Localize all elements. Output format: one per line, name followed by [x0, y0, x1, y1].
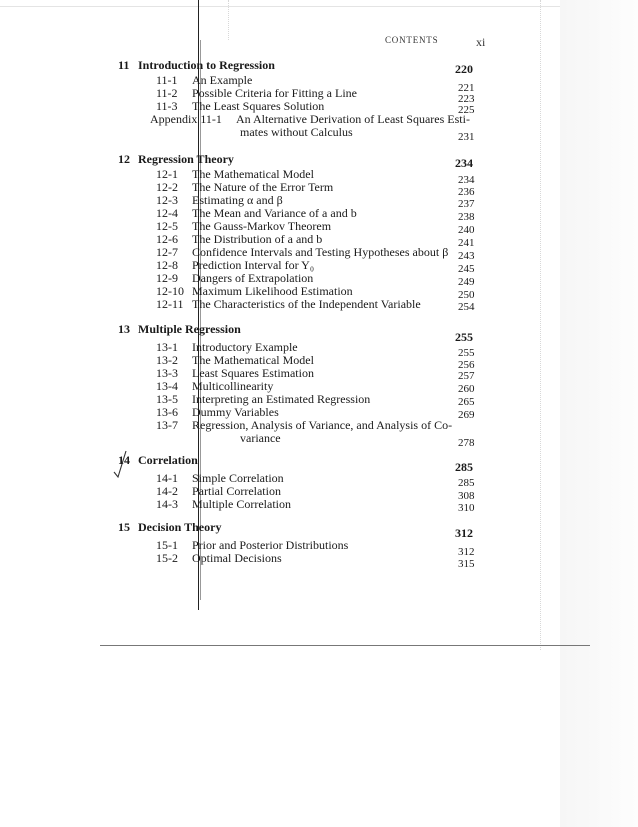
toc-entry	[156, 99, 324, 113]
section-title-continued: variance	[240, 431, 281, 445]
chapter-heading	[118, 152, 234, 167]
toc-entry	[156, 484, 281, 498]
section-page: 250	[458, 289, 475, 301]
section-number: 12-8	[156, 258, 178, 272]
section-number: 13-1	[156, 340, 178, 354]
toc-entry	[156, 167, 314, 181]
toc-entry	[156, 297, 421, 311]
section-number: Appendix 11-1	[150, 112, 222, 126]
section-number: 15-2	[156, 551, 178, 565]
toc-entry	[156, 86, 357, 100]
section-page: 265	[458, 396, 475, 408]
section-title: Possible Criteria for Fitting a Line	[192, 86, 357, 100]
toc-entry	[156, 418, 452, 432]
section-number: 13-3	[156, 366, 178, 380]
section-title: Regression, Analysis of Variance, and Analysis of Co-	[192, 418, 453, 432]
section-title: Introductory Example	[192, 340, 298, 354]
toc-entry	[156, 379, 273, 393]
toc-entry	[156, 551, 282, 565]
section-number: 12-11	[156, 297, 184, 311]
toc-entry	[156, 193, 283, 207]
toc-entry	[156, 258, 314, 272]
section-title: An Alternative Derivation of Least Squares Esti-	[236, 112, 470, 126]
section-page: 260	[458, 383, 475, 395]
section-number: 13-6	[156, 405, 178, 419]
section-number: 14-1	[156, 471, 178, 485]
chapter-heading	[118, 58, 275, 73]
section-number: 11-2	[156, 86, 178, 100]
section-number: 12-1	[156, 167, 178, 181]
section-number: 13-2	[156, 353, 178, 367]
chapter-page: 285	[455, 460, 473, 474]
section-page: 254	[458, 301, 475, 313]
toc-entry	[156, 232, 322, 246]
chapter-number: 13	[118, 322, 130, 336]
toc-entry	[156, 497, 291, 511]
section-page: 249	[458, 276, 475, 288]
section-page: 245	[458, 263, 475, 275]
section-title: Optimal Decisions	[192, 551, 282, 565]
toc-entry	[156, 366, 314, 380]
toc-entry	[156, 245, 448, 259]
section-title-continued: mates without Calculus	[240, 125, 353, 139]
chapter-number: 11	[118, 58, 130, 72]
chapter-page: 234	[455, 156, 473, 170]
chapter-page: 255	[455, 330, 473, 344]
section-title: Multiple Correlation	[192, 497, 291, 511]
running-head: CONTENTS	[385, 35, 439, 45]
section-title: Prior and Posterior Distributions	[192, 538, 349, 552]
chapter-number: 12	[118, 152, 130, 166]
section-page: 243	[458, 250, 475, 262]
scan-edge-line	[0, 6, 560, 7]
chapter-title: Correlation	[138, 453, 198, 467]
section-page: 241	[458, 237, 475, 249]
section-page: 256	[458, 359, 475, 371]
section-page: 255	[458, 347, 475, 359]
chapter-number: 15	[118, 520, 130, 534]
section-title: The Characteristics of the Independent Variable	[192, 297, 421, 311]
section-page: 312	[458, 546, 475, 558]
section-number: 14-3	[156, 497, 178, 511]
section-number: 13-4	[156, 379, 178, 393]
section-title: An Example	[192, 73, 253, 87]
toc-entry	[156, 180, 333, 194]
section-title: Prediction Interval for Y₀	[192, 258, 315, 272]
section-page: 240	[458, 224, 475, 236]
section-number: 12-6	[156, 232, 178, 246]
chapter-heading	[118, 453, 198, 468]
chapter-heading	[118, 520, 221, 535]
toc-entry	[156, 538, 348, 552]
toc-entry	[156, 340, 298, 354]
toc-entry	[150, 112, 470, 126]
toc-entry	[156, 73, 252, 87]
section-page: 308	[458, 490, 475, 502]
section-page: 269	[458, 409, 475, 421]
section-number: 13-7	[156, 418, 178, 432]
chapter-heading	[118, 322, 241, 337]
section-page: 221	[458, 82, 475, 94]
section-number: 11-1	[156, 73, 178, 87]
section-number: 15-1	[156, 538, 178, 552]
scan-edge-line	[228, 0, 229, 40]
scan-edge-line	[540, 0, 541, 650]
section-title: Multicollinearity	[192, 379, 274, 393]
section-title: Least Squares Estimation	[192, 366, 314, 380]
section-number: 13-5	[156, 392, 178, 406]
toc-entry	[156, 471, 284, 485]
toc-entry	[156, 284, 353, 298]
chapter-page: 312	[455, 526, 473, 540]
section-title: The Mathematical Model	[192, 353, 314, 367]
section-page: 223	[458, 93, 475, 105]
section-title: Confidence Intervals and Testing Hypotheses about β	[192, 245, 449, 259]
section-page: 236	[458, 186, 475, 198]
section-title: The Gauss-Markov Theorem	[192, 219, 332, 233]
section-number: 12-3	[156, 193, 178, 207]
chapter-page: 220	[455, 62, 473, 76]
section-title: The Mean and Variance of a and b	[192, 206, 357, 220]
toc-entry	[156, 271, 313, 285]
section-title: The Mathematical Model	[192, 167, 314, 181]
toc-entry	[156, 392, 370, 406]
section-number: 12-2	[156, 180, 178, 194]
section-title: The Least Squares Solution	[192, 99, 325, 113]
section-page: 257	[458, 370, 475, 382]
toc-entry	[156, 206, 357, 220]
section-page: 278	[458, 437, 475, 449]
toc-entry	[156, 353, 314, 367]
section-page: 225	[458, 104, 475, 116]
chapter-number: 14	[118, 453, 130, 467]
section-number: 12-10	[156, 284, 184, 298]
chapter-title: Decision Theory	[138, 520, 222, 534]
section-title: Maximum Likelihood Estimation	[192, 284, 353, 298]
section-page: 310	[458, 502, 475, 514]
toc-entry	[156, 405, 279, 419]
section-title: Simple Correlation	[192, 471, 284, 485]
section-number: 14-2	[156, 484, 178, 498]
section-number: 12-4	[156, 206, 178, 220]
section-title: Estimating α and β	[192, 193, 283, 207]
section-number: 12-5	[156, 219, 178, 233]
section-title: Dangers of Extrapolation	[192, 271, 314, 285]
chapter-title: Introduction to Regression	[138, 58, 275, 72]
toc-entry	[156, 219, 331, 233]
scan-bottom-edge	[100, 645, 590, 646]
section-title: Dummy Variables	[192, 405, 279, 419]
section-page: 237	[458, 198, 475, 210]
chapter-title: Multiple Regression	[138, 322, 241, 336]
section-page: 231	[458, 131, 475, 143]
section-number: 12-9	[156, 271, 178, 285]
section-page: 238	[458, 211, 475, 223]
section-number: 11-3	[156, 99, 178, 113]
section-page: 234	[458, 174, 475, 186]
section-page: 315	[458, 558, 475, 570]
section-title: Interpreting an Estimated Regression	[192, 392, 371, 406]
section-title: Partial Correlation	[192, 484, 281, 498]
scan-margin-shadow	[560, 0, 638, 827]
section-title: The Distribution of a and b	[192, 232, 323, 246]
chapter-title: Regression Theory	[138, 152, 234, 166]
section-number: 12-7	[156, 245, 178, 259]
section-title: The Nature of the Error Term	[192, 180, 334, 194]
page-number: xi	[476, 35, 486, 49]
section-page: 285	[458, 477, 475, 489]
